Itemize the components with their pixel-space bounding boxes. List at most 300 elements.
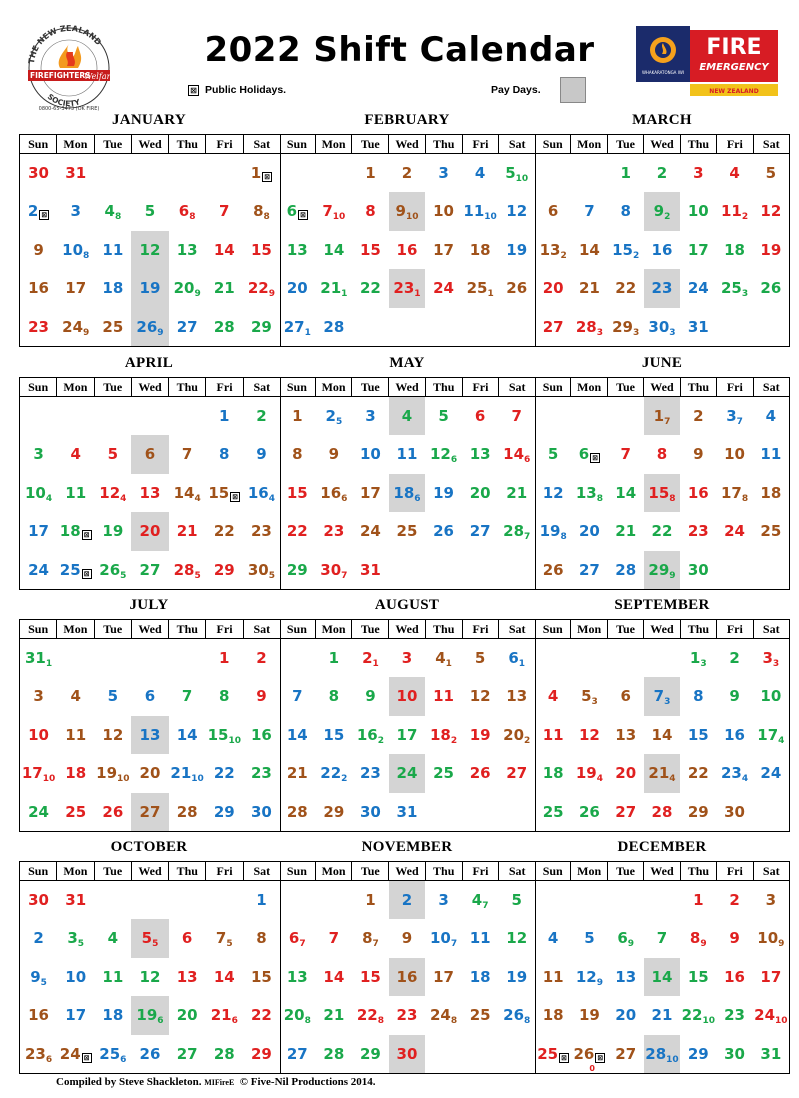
day-number: 9 <box>729 929 740 948</box>
day-cell <box>316 435 353 473</box>
shift-number: 5 <box>77 939 85 950</box>
day-cell <box>279 474 316 512</box>
weekday-header-row <box>279 135 535 154</box>
day-number: 27 <box>176 1044 198 1063</box>
day-number: 17 <box>687 240 709 259</box>
shift-number: 5 <box>152 939 159 950</box>
day-cells <box>535 397 789 589</box>
day-cell <box>571 512 607 550</box>
empty-cell <box>535 154 571 192</box>
day-cell <box>425 512 462 550</box>
public-holiday-icon: ⊠ <box>262 172 272 182</box>
day-number: 15 <box>687 725 709 744</box>
weekday-header-row <box>279 862 535 881</box>
shift-number: 9 <box>778 939 785 950</box>
public-holiday-icon: ⊠ <box>82 1053 92 1063</box>
weekday-header-sat: Sat <box>762 864 780 878</box>
day-cell <box>571 793 607 831</box>
day-cell <box>169 269 206 307</box>
day-number: 8 <box>693 687 704 706</box>
empty-cell <box>535 397 571 435</box>
day-cell <box>498 754 535 792</box>
day-number: 25 <box>469 1006 491 1025</box>
day-cell <box>608 308 644 346</box>
day-number: 2 <box>33 929 44 948</box>
day-cell <box>571 269 607 307</box>
day-number: 28 <box>651 802 673 821</box>
day-number: 9 <box>653 202 665 221</box>
day-cell <box>716 269 752 307</box>
shift-number: 7 <box>450 939 458 950</box>
day-number: 6 <box>144 687 156 706</box>
weekday-header-thu: Thu <box>426 135 463 153</box>
day-number: 3 <box>33 445 44 464</box>
day-cell <box>352 269 389 307</box>
day-number: 6 <box>578 445 590 464</box>
empty-cell <box>206 881 243 919</box>
shift-number: 9 <box>700 939 707 950</box>
weekday-header-mon: Mon <box>57 620 94 638</box>
day-cell <box>608 192 644 230</box>
day-cell <box>680 512 716 550</box>
footer-compiled-by: Compiled by Steve Shackleton. <box>56 1076 202 1088</box>
weekday-header-mon: Mon <box>57 378 94 396</box>
day-number: 15 <box>687 967 709 986</box>
day-cell <box>279 716 316 754</box>
weekday-header-tue: Tue <box>352 378 389 396</box>
shift-number: 6 <box>120 1054 127 1065</box>
day-number: 30 <box>724 802 745 821</box>
day-cell <box>753 435 789 473</box>
day-number: 26 <box>99 560 121 579</box>
day-number: 28 <box>173 560 195 579</box>
day-number: 21 <box>506 483 528 502</box>
day-cell <box>425 677 462 715</box>
day-number: 6 <box>547 202 559 221</box>
day-number: 24 <box>59 1044 81 1063</box>
day-cell <box>680 435 716 473</box>
day-cell <box>498 919 535 957</box>
day-cell <box>57 793 94 831</box>
shift-number: 2 <box>377 735 384 746</box>
day-cell <box>243 958 280 996</box>
empty-cell <box>425 308 462 346</box>
weekday-header-sat: Sat <box>253 137 271 151</box>
shift-number: 8 <box>741 493 749 504</box>
day-number: 24 <box>724 522 745 541</box>
day-cell <box>206 231 243 269</box>
day-number: 11 <box>463 202 485 221</box>
day-cell <box>243 1035 280 1073</box>
day-cell <box>131 677 168 715</box>
day-cell <box>462 958 499 996</box>
day-number: 14 <box>323 967 345 986</box>
day-cell <box>206 192 243 230</box>
day-number: 21 <box>648 764 670 783</box>
day-cell <box>680 154 716 192</box>
day-number: 14 <box>173 483 195 502</box>
day-number: 28 <box>645 1044 667 1063</box>
day-number: 18 <box>760 483 782 502</box>
day-number: 3 <box>33 687 44 706</box>
shift-number: 7 <box>341 570 348 581</box>
day-number: 10 <box>65 967 87 986</box>
svg-text:EMERGENCY: EMERGENCY <box>699 62 769 73</box>
day-cell <box>608 793 644 831</box>
shift-number: 7 <box>299 939 306 950</box>
day-number: 5 <box>474 649 486 667</box>
shift-number: 6 <box>524 455 531 466</box>
day-cell <box>352 192 389 230</box>
day-number: 20 <box>615 1006 637 1025</box>
day-cell <box>352 551 389 589</box>
weekday-header-sun: Sun <box>535 378 571 396</box>
day-cell <box>462 154 499 192</box>
day-cell <box>94 958 131 996</box>
day-number: 19 <box>506 967 528 986</box>
day-number: 22 <box>247 279 269 298</box>
day-cell <box>169 231 206 269</box>
weekday-header-row <box>535 862 789 881</box>
day-number: 4 <box>401 407 413 425</box>
empty-cell <box>425 551 462 589</box>
day-number: 15 <box>207 725 229 744</box>
day-number: 1 <box>219 407 230 425</box>
day-cell <box>94 192 131 230</box>
day-cell <box>279 269 316 307</box>
day-cell <box>131 474 168 512</box>
weekday-header-fri: Fri <box>717 378 753 396</box>
day-number: 29 <box>286 560 308 579</box>
weekday-header-tue: Tue <box>608 135 644 153</box>
day-number: 18 <box>102 1006 124 1025</box>
day-number: 20 <box>176 1006 198 1025</box>
shift-number: 10 <box>42 774 56 785</box>
day-cell <box>716 397 752 435</box>
day-cell <box>243 551 280 589</box>
page-header <box>0 0 799 110</box>
empty-cell <box>498 793 535 831</box>
day-number: 25 <box>396 522 418 541</box>
day-cell <box>644 397 680 435</box>
day-number: 19 <box>506 240 528 259</box>
month-grid <box>19 377 281 590</box>
shift-number: 6 <box>450 455 458 466</box>
day-number: 21 <box>210 1006 232 1025</box>
day-number: 12 <box>429 445 451 464</box>
day-number: 6 <box>508 649 519 667</box>
day-cell <box>680 231 716 269</box>
day-cell <box>644 677 680 715</box>
day-number: 22 <box>356 1006 378 1025</box>
day-cell <box>716 474 752 512</box>
day-number: 6 <box>286 202 297 221</box>
day-cell <box>425 754 462 792</box>
day-number: 17 <box>720 483 742 502</box>
svg-text:0800-65-3473 (OK FIRE): 0800-65-3473 (OK FIRE) <box>38 106 100 112</box>
weekday-header-tue: Tue <box>352 620 389 638</box>
day-number: 9 <box>729 687 740 706</box>
weekday-header-row <box>279 620 535 639</box>
weekday-header-sat: Sat <box>508 380 526 394</box>
day-number: 12 <box>578 725 600 744</box>
day-cell <box>571 435 607 473</box>
day-cell <box>498 231 535 269</box>
day-number: 17 <box>359 483 381 502</box>
day-number: 15 <box>323 725 345 744</box>
day-cell <box>94 677 131 715</box>
day-cell <box>94 754 131 792</box>
month-title: NOVEMBER <box>361 839 453 855</box>
svg-text:SOCIETY: SOCIETY <box>45 91 82 109</box>
shift-number: 7 <box>372 939 379 950</box>
day-cell <box>243 793 280 831</box>
day-number: 10 <box>757 929 779 948</box>
empty-cell <box>94 397 131 435</box>
shift-number: 5 <box>226 939 233 950</box>
day-number: 22 <box>250 1006 272 1025</box>
day-cell <box>206 397 243 435</box>
weekday-header-mon: Mon <box>571 378 607 396</box>
day-cell <box>425 231 462 269</box>
day-cell <box>243 231 280 269</box>
weekday-header-sun: Sun <box>279 378 316 396</box>
shift-number: 8 <box>114 212 122 223</box>
day-cell <box>243 754 280 792</box>
day-number: 1 <box>250 164 262 182</box>
empty-cell <box>389 308 426 346</box>
day-cell <box>716 996 752 1034</box>
day-cell <box>498 154 535 192</box>
day-cell <box>20 754 57 792</box>
day-number: 8 <box>328 687 340 706</box>
day-cell <box>57 192 94 230</box>
shift-number: 8 <box>377 1016 384 1027</box>
day-number: 19 <box>760 240 782 259</box>
day-number: 5 <box>511 891 522 909</box>
day-number: 25 <box>102 317 124 336</box>
day-cell <box>243 397 280 435</box>
shift-number: 10 <box>484 212 497 223</box>
empty-cell <box>498 308 535 346</box>
weekday-header-wed: Wed <box>132 620 169 638</box>
day-number: 28 <box>286 802 308 821</box>
day-number: 11 <box>542 967 564 986</box>
day-cell <box>716 919 752 957</box>
day-cell <box>571 677 607 715</box>
day-cell <box>243 716 280 754</box>
empty-cell <box>498 1035 535 1073</box>
day-cell <box>243 269 280 307</box>
day-number: 18 <box>542 1006 564 1025</box>
day-number: 21 <box>651 1006 673 1025</box>
day-number: 8 <box>219 445 230 464</box>
weekday-header-tue: Tue <box>608 378 644 396</box>
day-number: 2 <box>401 164 413 182</box>
day-cell <box>680 474 716 512</box>
weekday-header-row <box>20 862 280 881</box>
day-number: 13 <box>176 967 198 986</box>
day-cell <box>716 754 752 792</box>
day-cell <box>425 996 462 1034</box>
month-grid <box>19 619 281 832</box>
shift-number: 5 <box>120 570 127 581</box>
day-number: 23 <box>250 522 272 541</box>
day-cells <box>20 881 280 1073</box>
day-cell <box>352 996 389 1034</box>
day-cell <box>680 192 716 230</box>
day-number: 15 <box>359 967 381 986</box>
day-cell <box>316 474 353 512</box>
day-cells <box>279 154 535 346</box>
weekday-header-thu: Thu <box>169 378 206 396</box>
day-cell <box>425 154 462 192</box>
weekday-header-thu: Thu <box>681 378 717 396</box>
day-cell <box>535 512 571 550</box>
day-cell <box>462 716 499 754</box>
day-number: 30 <box>687 560 709 579</box>
day-number: 9 <box>256 687 267 706</box>
day-cell <box>131 716 168 754</box>
day-cell <box>608 435 644 473</box>
day-number: 18 <box>429 725 451 744</box>
day-cell <box>680 881 716 919</box>
day-number: 18 <box>469 240 491 259</box>
day-number: 14 <box>323 240 345 259</box>
day-number: 6 <box>474 407 486 425</box>
day-cell <box>389 639 426 677</box>
weekday-header-row <box>535 620 789 639</box>
day-number: 24 <box>28 560 49 579</box>
day-cell <box>352 397 389 435</box>
day-number: 27 <box>615 802 637 821</box>
shift-number: 4 <box>741 774 749 785</box>
day-cell <box>169 996 206 1034</box>
day-number: 10 <box>396 687 418 706</box>
day-cell <box>462 435 499 473</box>
day-number: 22 <box>213 522 235 541</box>
day-number: 27 <box>283 317 305 336</box>
svg-text:THE NEW ZEALAND: THE NEW ZEALAND <box>26 24 104 65</box>
day-number: 14 <box>176 725 198 744</box>
day-cell <box>243 308 280 346</box>
day-number: 11 <box>542 725 564 744</box>
weekday-header-sat: Sat <box>253 622 271 636</box>
day-cell <box>169 677 206 715</box>
day-cell <box>279 231 316 269</box>
day-cell <box>462 192 499 230</box>
day-cell <box>608 154 644 192</box>
weekday-header-sat: Sat <box>762 622 780 636</box>
empty-cell <box>389 551 426 589</box>
day-number: 26 <box>139 1044 161 1063</box>
day-number: 11 <box>65 725 87 744</box>
day-number: 15 <box>208 483 230 502</box>
day-number: 2 <box>656 164 668 182</box>
day-number: 16 <box>28 279 49 298</box>
day-number: 17 <box>65 279 87 298</box>
shift-number: 9 <box>157 327 164 338</box>
day-number: 30 <box>320 560 342 579</box>
day-cell <box>352 1035 389 1073</box>
weekday-header-wed: Wed <box>132 862 169 880</box>
day-cell <box>243 192 280 230</box>
shift-number: 1 <box>487 289 494 300</box>
day-cell <box>462 397 499 435</box>
day-number: 23 <box>724 1006 745 1025</box>
footer-copyright: © Five-Nil Productions 2014. <box>239 1076 376 1088</box>
day-number: 18 <box>542 764 564 783</box>
weekday-header-sat: Sat <box>762 137 780 151</box>
day-number: 31 <box>687 317 709 336</box>
day-number: 16 <box>651 240 673 259</box>
day-number: 6 <box>178 202 190 221</box>
day-cell <box>462 919 499 957</box>
day-cell <box>535 996 571 1034</box>
day-cell <box>279 512 316 550</box>
weekday-header-sun: Sun <box>535 862 571 880</box>
empty-cell <box>462 1035 499 1073</box>
day-number: 19 <box>469 725 491 744</box>
day-cell <box>57 754 94 792</box>
day-number: 23 <box>720 764 742 783</box>
day-cell <box>535 192 571 230</box>
day-number: 28 <box>323 317 345 336</box>
month-title: JANUARY <box>111 112 187 128</box>
day-cell <box>425 192 462 230</box>
empty-cell <box>352 308 389 346</box>
month-grid <box>279 134 536 347</box>
day-cell <box>462 754 499 792</box>
day-cell <box>462 639 499 677</box>
day-number: 29 <box>612 317 633 336</box>
day-cell <box>316 677 353 715</box>
weekday-header-fri: Fri <box>206 862 243 880</box>
day-cell <box>94 793 131 831</box>
day-cell <box>169 192 206 230</box>
empty-cell <box>316 154 353 192</box>
day-cell <box>498 269 535 307</box>
day-cell <box>753 192 789 230</box>
day-cell <box>94 551 131 589</box>
shift-number: 10 <box>117 774 130 785</box>
shift-number: 4 <box>778 735 785 746</box>
day-number: 17 <box>433 967 454 986</box>
pay-days-legend-label: Pay Days. <box>491 84 541 96</box>
day-cell <box>535 269 571 307</box>
weekday-header-thu: Thu <box>681 135 717 153</box>
day-cell <box>498 958 535 996</box>
day-cell <box>131 551 168 589</box>
day-number: 13 <box>615 967 637 986</box>
day-number: 24 <box>62 317 84 336</box>
day-number: 8 <box>292 445 303 464</box>
day-number: 7 <box>620 445 631 464</box>
day-number: 3 <box>365 407 376 425</box>
day-cell <box>316 793 353 831</box>
day-number: 6 <box>181 929 193 948</box>
day-cell <box>425 716 462 754</box>
empty-cell <box>279 639 316 677</box>
day-cell <box>753 881 789 919</box>
day-number: 21 <box>213 279 235 298</box>
day-number: 9 <box>328 445 340 464</box>
day-cells <box>535 154 789 346</box>
day-cell <box>131 269 168 307</box>
day-number: 22 <box>687 764 709 783</box>
day-number: 12 <box>760 202 782 221</box>
day-cell <box>57 308 94 346</box>
